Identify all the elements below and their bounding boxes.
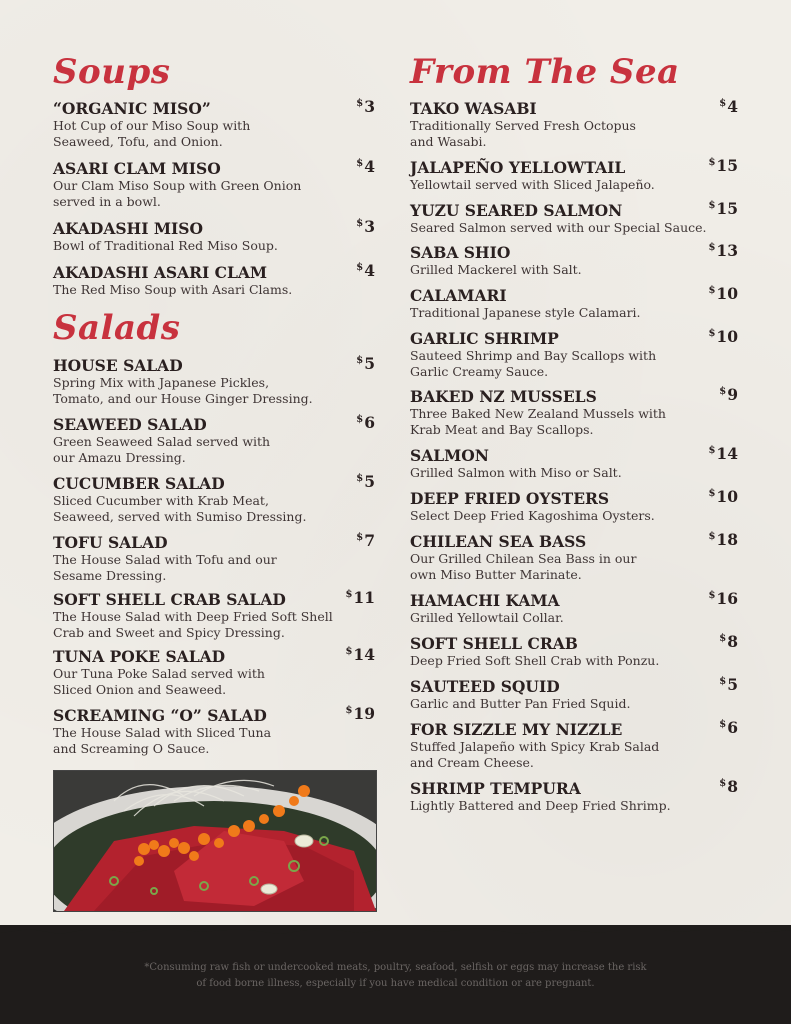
sea-item — [410, 284, 738, 321]
item-description: The House Salad with Deep Fried Soft Shell — [53, 609, 333, 624]
sea-item — [410, 385, 738, 438]
item-name: SOFT SHELL CRAB — [410, 634, 578, 653]
sea-item — [410, 777, 738, 814]
currency-symbol: $ — [708, 530, 716, 542]
item-name: TOFU SALAD — [53, 533, 168, 552]
soups-heading: Soups — [53, 52, 171, 92]
currency-symbol: $ — [345, 645, 353, 657]
item-name: JALAPEÑO YELLOWTAIL — [410, 158, 626, 177]
item-name: TUNA POKE SALAD — [53, 647, 226, 666]
price-amount: 5 — [364, 472, 375, 491]
item-description: our Amazu Dressing. — [53, 450, 186, 465]
sea-item — [410, 675, 738, 712]
item-name: SABA SHIO — [410, 243, 511, 262]
currency-symbol: $ — [356, 354, 364, 366]
item-price — [719, 632, 738, 651]
item-description: Grilled Mackerel with Salt. — [410, 262, 582, 277]
currency-symbol: $ — [719, 632, 727, 644]
price-amount: 15 — [716, 199, 738, 218]
item-name: YUZU SEARED SALMON — [410, 201, 623, 220]
item-price — [345, 588, 375, 607]
currency-symbol: $ — [356, 413, 364, 425]
currency-symbol: $ — [708, 589, 716, 601]
item-description: Sesame Dressing. — [53, 568, 167, 583]
item-name: ASARI CLAM MISO — [53, 159, 221, 178]
price-amount: 3 — [364, 97, 375, 116]
item-description: own Miso Butter Marinate. — [410, 567, 582, 582]
currency-symbol: $ — [356, 472, 364, 484]
price-amount: 7 — [364, 531, 375, 550]
item-description: Krab Meat and Bay Scallops. — [410, 422, 594, 437]
currency-symbol: $ — [719, 385, 727, 397]
price-amount: 10 — [716, 487, 738, 506]
item-name: CALAMARI — [410, 286, 507, 305]
sea-item — [410, 241, 738, 278]
price-amount: 11 — [353, 588, 375, 607]
item-description: Seaweed, Tofu, and Onion. — [53, 134, 223, 149]
item-description: Sliced Cucumber with Krab Meat, — [53, 493, 269, 508]
item-description: Stuffed Jalapeño with Spicy Krab Salad — [410, 739, 660, 754]
item-name: SALMON — [410, 446, 489, 465]
price-amount: 4 — [364, 157, 375, 176]
item-description: Bowl of Traditional Red Miso Soup. — [53, 238, 278, 253]
item-description: Select Deep Fried Kagoshima Oysters. — [410, 508, 655, 523]
item-price — [719, 777, 738, 796]
from-the-sea-list — [410, 97, 738, 814]
item-name: “ORGANIC MISO” — [53, 99, 211, 118]
sea-item — [410, 589, 738, 626]
item-description: Spring Mix with Japanese Pickles, — [53, 375, 270, 390]
item-name: SAUTEED SQUID — [410, 677, 560, 696]
currency-symbol: $ — [345, 588, 353, 600]
soup-item — [53, 157, 375, 210]
item-price — [708, 530, 738, 549]
item-description: The House Salad with Sliced Tuna — [53, 725, 272, 740]
item-name: SEAWEED SALAD — [53, 415, 207, 434]
item-price — [356, 261, 375, 280]
item-name: DEEP FRIED OYSTERS — [410, 489, 610, 508]
item-description: and Screaming O Sauce. — [53, 741, 210, 756]
item-name: FOR SIZZLE MY NIZZLE — [410, 720, 623, 739]
currency-symbol: $ — [708, 156, 716, 168]
sea-item — [410, 444, 738, 481]
salads-heading: Salads — [53, 308, 181, 348]
price-amount: 10 — [716, 327, 738, 346]
item-price — [345, 645, 375, 664]
item-name: CUCUMBER SALAD — [53, 474, 225, 493]
raw-food-disclaimer — [0, 960, 791, 992]
salad-item — [53, 531, 375, 584]
item-price — [708, 241, 738, 260]
price-amount: 5 — [727, 675, 738, 694]
salad-item — [53, 704, 375, 757]
item-description: Grilled Yellowtail Collar. — [410, 610, 564, 625]
price-amount: 8 — [727, 777, 738, 796]
item-description: Our Tuna Poke Salad served with — [53, 666, 265, 681]
currency-symbol: $ — [719, 777, 727, 789]
item-description: Tomato, and our House Ginger Dressing. — [53, 391, 313, 406]
item-price — [708, 487, 738, 506]
price-amount: 6 — [364, 413, 375, 432]
item-description: The House Salad with Tofu and our — [53, 552, 277, 567]
price-amount: 16 — [716, 589, 738, 608]
item-price — [719, 675, 738, 694]
currency-symbol: $ — [708, 241, 716, 253]
item-price — [356, 97, 375, 116]
item-description: and Cream Cheese. — [410, 755, 534, 770]
salad-item — [53, 354, 375, 407]
item-description: Green Seaweed Salad served with — [53, 434, 271, 449]
item-description: Lightly Battered and Deep Fried Shrimp. — [410, 798, 671, 813]
item-price — [708, 589, 738, 608]
item-price — [356, 413, 375, 432]
item-price — [356, 531, 375, 550]
item-description: The Red Miso Soup with Asari Clams. — [53, 282, 293, 297]
item-description: Hot Cup of our Miso Soup with — [53, 118, 251, 133]
currency-symbol: $ — [345, 704, 353, 716]
currency-symbol: $ — [356, 157, 364, 169]
disclaimer-line-2: of food borne illness, especially if you have medical condition or are pregnant. — [196, 978, 595, 989]
item-name: CHILEAN SEA BASS — [410, 532, 587, 551]
soup-item — [53, 217, 375, 254]
item-description: Sliced Onion and Seaweed. — [53, 682, 227, 697]
price-amount: 8 — [727, 632, 738, 651]
item-description: and Wasabi. — [410, 134, 487, 149]
item-name: SHRIMP TEMPURA — [410, 779, 581, 798]
item-price — [708, 156, 738, 175]
item-price — [356, 354, 375, 373]
currency-symbol: $ — [356, 531, 364, 543]
item-description: Three Baked New Zealand Mussels with — [410, 406, 666, 421]
item-description: Traditional Japanese style Calamari. — [410, 305, 641, 320]
item-description: Seared Salmon served with our Special Sauce. — [410, 220, 707, 235]
item-description: Seaweed, served with Sumiso Dressing. — [53, 509, 307, 524]
item-description: Our Grilled Chilean Sea Bass in our — [410, 551, 637, 566]
sea-item — [410, 199, 738, 236]
item-name: SOFT SHELL CRAB SALAD — [53, 590, 286, 609]
currency-symbol: $ — [708, 199, 716, 211]
item-price — [708, 327, 738, 346]
soups-list — [53, 97, 375, 298]
price-amount: 14 — [353, 645, 375, 664]
item-price — [708, 199, 738, 218]
item-description: Grilled Salmon with Miso or Salt. — [410, 465, 622, 480]
sea-item — [410, 530, 738, 583]
salad-item — [53, 588, 375, 641]
sea-item — [410, 327, 738, 380]
from-the-sea-heading: From The Sea — [410, 52, 680, 92]
soup-item — [53, 261, 375, 298]
price-amount: 6 — [727, 718, 738, 737]
item-name: AKADASHI ASARI CLAM — [53, 263, 268, 282]
currency-symbol: $ — [708, 284, 716, 296]
item-price — [345, 704, 375, 723]
item-name: GARLIC SHRIMP — [410, 329, 559, 348]
price-amount: 3 — [364, 217, 375, 236]
item-name: HAMACHI KAMA — [410, 591, 560, 610]
item-name: HOUSE SALAD — [53, 356, 183, 375]
disclaimer-line-1: *Consuming raw fish or undercooked meats, poultry, seafood, selfish or eggs may increase the risk — [144, 962, 647, 973]
item-price — [719, 718, 738, 737]
salad-item — [53, 413, 375, 466]
soup-item — [53, 97, 375, 150]
price-amount: 4 — [727, 97, 738, 116]
item-price — [719, 385, 738, 404]
currency-symbol: $ — [356, 217, 364, 229]
sea-item — [410, 718, 738, 771]
price-amount: 4 — [364, 261, 375, 280]
item-description: Deep Fried Soft Shell Crab with Ponzu. — [410, 653, 660, 668]
currency-symbol: $ — [356, 97, 364, 109]
currency-symbol: $ — [708, 327, 716, 339]
item-name: TAKO WASABI — [410, 99, 537, 118]
item-price — [356, 472, 375, 491]
item-price — [708, 284, 738, 303]
item-price — [719, 97, 738, 116]
currency-symbol: $ — [719, 718, 727, 730]
item-description: Our Clam Miso Soup with Green Onion — [53, 178, 302, 193]
currency-symbol: $ — [708, 487, 716, 499]
price-amount: 9 — [727, 385, 738, 404]
item-description: Garlic and Butter Pan Fried Squid. — [410, 696, 631, 711]
item-description: Crab and Sweet and Spicy Dressing. — [53, 625, 285, 640]
currency-symbol: $ — [719, 97, 727, 109]
item-price — [708, 444, 738, 463]
item-description: Garlic Creamy Sauce. — [410, 364, 549, 379]
price-amount: 10 — [716, 284, 738, 303]
item-description: Yellowtail served with Sliced Jalapeño. — [410, 177, 655, 192]
salads-list — [53, 354, 375, 757]
price-amount: 13 — [716, 241, 738, 260]
sea-item — [410, 156, 738, 193]
currency-symbol: $ — [719, 675, 727, 687]
price-amount: 18 — [716, 530, 738, 549]
tuna-poke-photo — [53, 770, 377, 912]
salad-item — [53, 645, 375, 698]
item-name: BAKED NZ MUSSELS — [410, 387, 597, 406]
salad-item — [53, 472, 375, 525]
item-price — [356, 157, 375, 176]
currency-symbol: $ — [708, 444, 716, 456]
item-price — [356, 217, 375, 236]
price-amount: 14 — [716, 444, 738, 463]
sea-item — [410, 487, 738, 524]
item-name: SCREAMING “O” SALAD — [53, 706, 267, 725]
currency-symbol: $ — [356, 261, 364, 273]
sea-item — [410, 97, 738, 150]
sea-item — [410, 632, 738, 669]
item-name: AKADASHI MISO — [53, 219, 203, 238]
price-amount: 5 — [364, 354, 375, 373]
item-description: Traditionally Served Fresh Octopus — [410, 118, 636, 133]
item-description: served in a bowl. — [53, 194, 161, 209]
item-description: Sauteed Shrimp and Bay Scallops with — [410, 348, 657, 363]
price-amount: 19 — [353, 704, 375, 723]
price-amount: 15 — [716, 156, 738, 175]
